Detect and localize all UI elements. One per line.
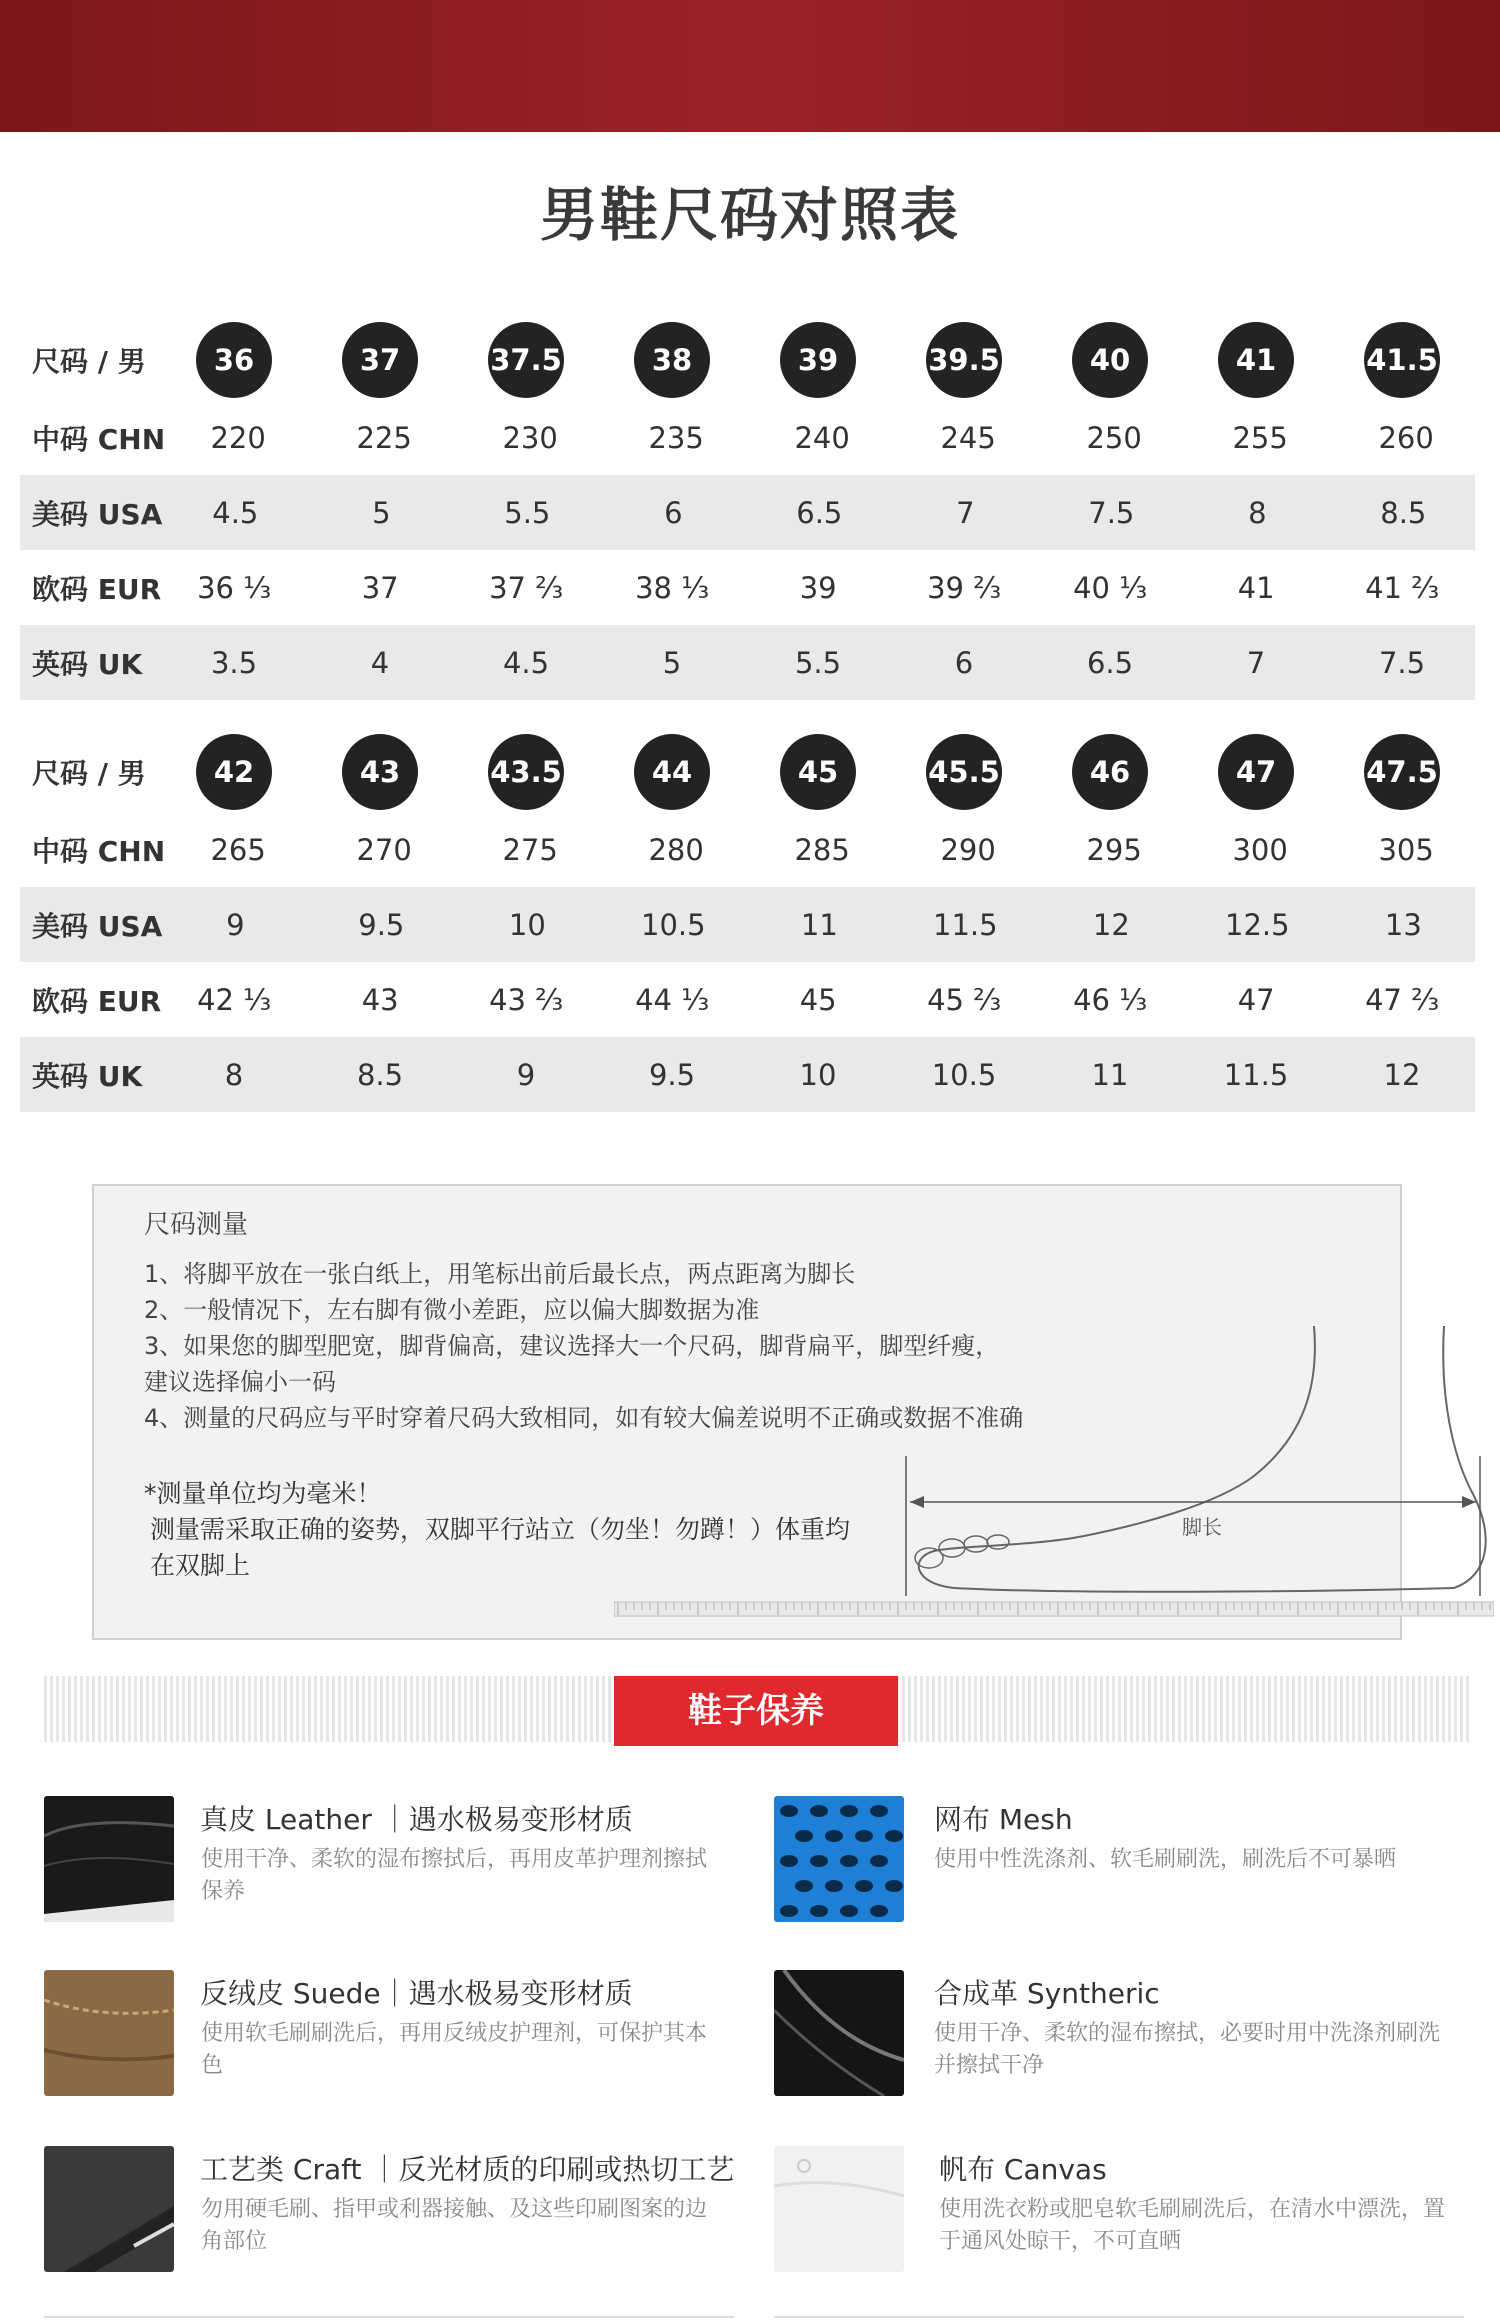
canvas-swatch-icon	[774, 2146, 904, 2272]
eur-cell: 46 ⅓	[1073, 982, 1148, 1017]
chn-cell: 225	[356, 420, 412, 455]
care-item-suede	[44, 1970, 744, 2110]
usa-cell: 8	[1248, 495, 1267, 530]
measure-step: 4、测量的尺码应与平时穿着尺码大致相同，如有较大偏差说明不正确或数据不准确	[144, 1404, 1024, 1432]
chn-cell: 275	[502, 832, 558, 867]
chn-cell: 245	[940, 420, 996, 455]
uk-cell: 7.5	[1378, 645, 1426, 680]
eur-cell: 38 ⅓	[635, 570, 710, 605]
divider	[774, 2316, 1464, 2318]
size-badge: 38	[634, 322, 710, 398]
usa-cell: 10.5	[641, 907, 706, 942]
row-label-eur: 欧码 EUR	[32, 984, 162, 1018]
chn-cell: 300	[1232, 832, 1288, 867]
care-item-title: 工艺类 Craft ｜反光材质的印刷或热切工艺	[200, 2153, 735, 2186]
eur-cell: 41 ⅔	[1365, 570, 1440, 605]
usa-cell: 11	[800, 907, 838, 942]
uk-row	[20, 1037, 1475, 1112]
craft-swatch-icon	[44, 2146, 174, 2272]
eur-cell: 40 ⅓	[1073, 570, 1148, 605]
uk-cell: 9.5	[648, 1057, 696, 1092]
row-label-eur: 欧码 EUR	[32, 572, 162, 606]
synthetic-swatch-icon	[774, 1970, 904, 2096]
row-label-size: 尺码 / 男	[32, 757, 146, 790]
uk-cell: 7	[1246, 645, 1266, 680]
uk-cell: 10.5	[931, 1057, 997, 1092]
size-cell	[745, 322, 891, 398]
eur-cell: 47	[1237, 982, 1275, 1017]
care-item-synthetic	[774, 1970, 1474, 2110]
uk-cell: 6	[954, 645, 974, 680]
size-table-1	[20, 320, 1475, 700]
size-cell	[161, 734, 307, 810]
size-badge: 46	[1072, 734, 1148, 810]
eur-cell: 44 ⅓	[635, 982, 710, 1017]
size-badge: 43.5	[488, 734, 564, 810]
care-item-leather	[44, 1796, 744, 1936]
eur-cell: 37	[361, 570, 399, 605]
chn-cell: 235	[648, 420, 704, 455]
chn-cell: 260	[1378, 420, 1434, 455]
care-item-desc: 使用中性洗涤剂、软毛刷刷洗，刷洗后不可暴晒	[934, 1847, 1397, 1872]
size-badge: 43	[342, 734, 418, 810]
chn-cell: 270	[356, 832, 412, 867]
foot-diagram-icon	[614, 1326, 1494, 1626]
size-cell	[891, 734, 1037, 810]
usa-cell: 13	[1384, 907, 1422, 942]
care-item-desc: 勿用硬毛刷、指甲或利器接触、及这些印刷图案的边角部位	[201, 2197, 708, 2254]
usa-cell: 4.5	[212, 495, 259, 530]
care-item-craft	[44, 2146, 744, 2286]
size-badge: 36	[196, 322, 272, 398]
usa-cell: 7	[956, 495, 975, 530]
care-item-desc: 使用干净、柔软的湿布擦拭后，再用皮革护理剂擦拭保养	[201, 1847, 708, 1904]
care-item-canvas	[774, 2146, 1474, 2286]
eur-cell: 45	[799, 982, 837, 1017]
eur-cell: 41	[1237, 570, 1275, 605]
care-item-title: 真皮 Leather ｜遇水极易变形材质	[200, 1803, 633, 1836]
uk-cell: 9	[516, 1057, 536, 1092]
usa-cell: 9	[226, 907, 245, 942]
size-badge: 42	[196, 734, 272, 810]
size-badge: 39	[780, 322, 856, 398]
eur-cell: 42 ⅓	[197, 982, 272, 1017]
uk-cell: 3.5	[210, 645, 258, 680]
chn-cell: 230	[502, 420, 558, 455]
size-badge: 45.5	[926, 734, 1002, 810]
chn-row	[20, 400, 1475, 475]
foot-length-label: 脚长	[1182, 1515, 1222, 1539]
chn-cell: 290	[940, 832, 996, 867]
size-badge: 47.5	[1364, 734, 1440, 810]
size-row	[20, 320, 1475, 400]
usa-cell: 9.5	[358, 907, 405, 942]
usa-cell: 11.5	[933, 907, 998, 942]
size-badge: 37.5	[488, 322, 564, 398]
size-badge: 41	[1218, 322, 1294, 398]
eur-cell: 45 ⅔	[927, 982, 1002, 1017]
size-cell	[453, 322, 599, 398]
size-cell	[599, 322, 745, 398]
measure-step: 2、一般情况下，左右脚有微小差距，应以偏大脚数据为准	[144, 1296, 760, 1324]
chn-cell: 255	[1232, 420, 1288, 455]
size-badge: 41.5	[1364, 322, 1440, 398]
care-item-title: 合成革 Syntheric	[934, 1977, 1160, 2010]
chn-cell: 280	[648, 832, 704, 867]
size-cell	[1183, 734, 1329, 810]
top-banner	[0, 0, 1500, 132]
care-heading: 鞋子保养	[614, 1676, 898, 1746]
eur-row	[20, 550, 1475, 625]
row-label-chn: 中码 CHN	[32, 422, 166, 456]
measure-unit-note: *测量单位均为毫米！	[144, 1479, 382, 1508]
size-cell	[307, 322, 453, 398]
size-cell	[1329, 734, 1475, 810]
care-item-title: 反绒皮 Suede｜遇水极易变形材质	[200, 1977, 633, 2010]
size-badge: 44	[634, 734, 710, 810]
size-cell	[1037, 322, 1183, 398]
size-badge: 45	[780, 734, 856, 810]
chn-cell: 295	[1086, 832, 1142, 867]
chn-cell: 265	[210, 832, 266, 867]
care-item-desc: 使用软毛刷刷洗后，再用反绒皮护理剂，可保护其本色	[201, 2021, 708, 2078]
eur-cell: 47 ⅔	[1365, 982, 1440, 1017]
divider	[44, 2316, 734, 2318]
measure-step: 1、将脚平放在一张白纸上，用笔标出前后最长点，两点距离为脚长	[144, 1260, 856, 1288]
measure-posture-note-cont: 在双脚上	[150, 1551, 251, 1580]
measure-title: 尺码测量	[144, 1210, 249, 1240]
size-badge: 39.5	[926, 322, 1002, 398]
eur-cell: 39	[799, 570, 837, 605]
row-label-usa: 美码 USA	[32, 909, 163, 943]
care-item-desc: 使用洗衣粉或肥皂软毛刷刷洗后，在清水中漂洗，置于通风处晾干，不可直晒	[939, 2197, 1446, 2254]
usa-cell: 10	[508, 907, 546, 942]
measure-step: 建议选择偏小一码	[144, 1368, 336, 1396]
row-label-uk: 英码 UK	[32, 647, 143, 681]
size-cell	[891, 322, 1037, 398]
row-label-chn: 中码 CHN	[32, 834, 166, 868]
uk-cell: 4	[370, 645, 390, 680]
size-cell	[745, 734, 891, 810]
uk-cell: 8	[224, 1057, 244, 1092]
care-item-title: 帆布 Canvas	[939, 2153, 1107, 2186]
care-item-mesh	[774, 1796, 1474, 1936]
size-table-2	[20, 732, 1475, 1112]
size-cell	[307, 734, 453, 810]
size-cell	[453, 734, 599, 810]
suede-swatch-icon	[44, 1970, 174, 2096]
usa-row	[20, 887, 1475, 962]
eur-cell: 36 ⅓	[197, 570, 272, 605]
care-item-title: 网布 Mesh	[934, 1803, 1073, 1836]
usa-row	[20, 475, 1475, 550]
measure-posture-note: 测量需采取正确的姿势，双脚平行站立（勿坐！勿蹲！）体重均	[150, 1515, 851, 1544]
size-cell	[599, 734, 745, 810]
uk-cell: 8.5	[356, 1057, 404, 1092]
size-cell	[1037, 734, 1183, 810]
usa-cell: 8.5	[1380, 495, 1427, 530]
size-badge: 47	[1218, 734, 1294, 810]
uk-cell: 5	[662, 645, 682, 680]
usa-cell: 12	[1092, 907, 1130, 942]
eur-row	[20, 962, 1475, 1037]
eur-cell: 37 ⅔	[489, 570, 564, 605]
uk-cell: 6.5	[1086, 645, 1134, 680]
usa-cell: 5	[372, 495, 391, 530]
row-label-uk: 英码 UK	[32, 1059, 143, 1093]
care-item-desc: 使用干净、柔软的湿布擦拭，必要时用中洗涤剂刷洗并擦拭干净	[934, 2021, 1441, 2078]
chn-cell: 285	[794, 832, 850, 867]
mesh-swatch-icon	[774, 1796, 904, 1922]
size-badge: 37	[342, 322, 418, 398]
usa-cell: 6.5	[796, 495, 843, 530]
uk-row	[20, 625, 1475, 700]
size-cell	[1183, 322, 1329, 398]
size-badge: 40	[1072, 322, 1148, 398]
chn-cell: 240	[794, 420, 850, 455]
row-label-usa: 美码 USA	[32, 497, 163, 531]
usa-cell: 5.5	[504, 495, 551, 530]
usa-cell: 6	[664, 495, 683, 530]
size-cell	[1329, 322, 1475, 398]
chn-row	[20, 812, 1475, 887]
usa-cell: 12.5	[1225, 907, 1290, 942]
chn-cell: 305	[1378, 832, 1434, 867]
uk-cell: 5.5	[794, 645, 842, 680]
eur-cell: 43 ⅔	[489, 982, 564, 1017]
page-title: 男鞋尺码对照表	[539, 181, 960, 249]
measure-step: 3、如果您的脚型肥宽，脚背偏高，建议选择大一个尺码，脚背扁平，脚型纤瘦，	[144, 1332, 1000, 1360]
uk-cell: 11	[1091, 1057, 1129, 1092]
size-cell	[161, 322, 307, 398]
eur-cell: 43	[361, 982, 399, 1017]
eur-cell: 39 ⅔	[927, 570, 1002, 605]
chn-cell: 250	[1086, 420, 1142, 455]
uk-cell: 12	[1383, 1057, 1421, 1092]
row-label-size: 尺码 / 男	[32, 345, 146, 378]
uk-cell: 4.5	[502, 645, 550, 680]
measurement-guide	[92, 1184, 1402, 1640]
uk-cell: 10	[799, 1057, 837, 1092]
uk-cell: 11.5	[1223, 1057, 1289, 1092]
leather-swatch-icon	[44, 1796, 174, 1922]
size-row	[20, 732, 1475, 812]
usa-cell: 7.5	[1088, 495, 1135, 530]
chn-cell: 220	[210, 420, 266, 455]
